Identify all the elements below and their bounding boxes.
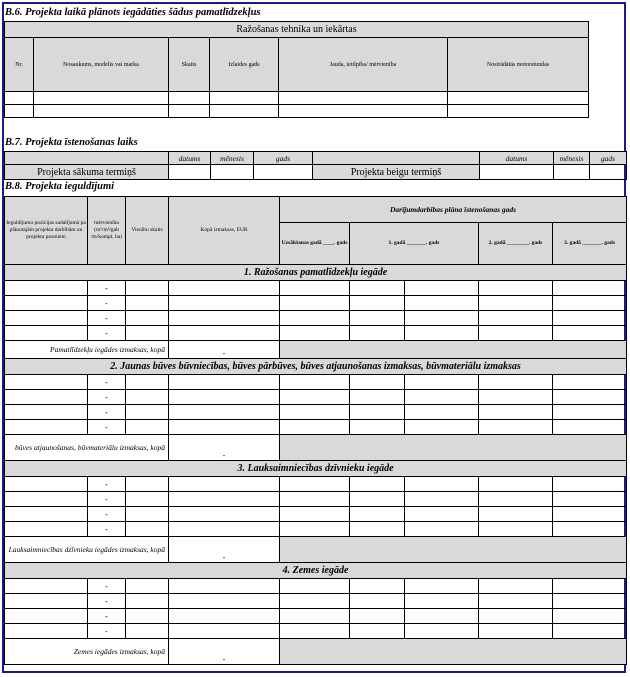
b8-section-total-label: Zemes iegādes izmaksas, kopā [5, 639, 169, 665]
b8-cell[interactable] [479, 405, 553, 420]
b8-cell[interactable] [350, 594, 405, 609]
b7-end-year-label: gads [590, 152, 627, 165]
b8-cell[interactable] [405, 609, 479, 624]
b8-unit-cell[interactable]: - [88, 624, 126, 639]
b8-cell[interactable] [553, 492, 627, 507]
b8-cell[interactable] [169, 296, 280, 311]
table-row [5, 507, 627, 522]
b8-cell[interactable] [405, 477, 479, 492]
b8-unit-cell[interactable]: - [88, 477, 126, 492]
b8-cell[interactable] [5, 594, 88, 609]
b8-cell[interactable] [350, 390, 405, 405]
b8-cell[interactable] [126, 281, 169, 296]
b8-cell[interactable] [280, 375, 350, 390]
b7-start-day[interactable] [169, 165, 211, 180]
b7-start-label: Projekta sākuma termiņš [5, 165, 169, 180]
b8-section-title: 1. Ražošanas pamatlīdzekļu iegāde [5, 265, 627, 281]
b8-cell[interactable] [126, 579, 169, 594]
b8-cell[interactable] [479, 311, 553, 326]
b7-end-year[interactable] [590, 165, 627, 180]
b7-start-year-label: gads [254, 152, 313, 165]
b8-cell[interactable] [405, 326, 479, 341]
b8-section-title: 4. Zemes iegāde [5, 563, 627, 579]
b8-unit-cell[interactable]: - [88, 420, 126, 435]
b6-cell[interactable] [169, 105, 210, 118]
b8-cell[interactable] [479, 594, 553, 609]
b8-cell[interactable] [479, 609, 553, 624]
b8-section-total-label: būves atjaunošanas, būvmateriālu izmaksas, kopā [5, 435, 169, 461]
b8-cell[interactable] [479, 624, 553, 639]
b8-unit-cell[interactable]: - [88, 405, 126, 420]
b8-section-total-label: Lauksaimniecības dzīvnieku iegādes izmaksas, kopā [5, 537, 169, 563]
b8-cell[interactable] [553, 420, 627, 435]
b6-cell[interactable] [5, 105, 34, 118]
b8-cell[interactable] [350, 492, 405, 507]
b8-cell[interactable] [350, 579, 405, 594]
b8-cell[interactable] [5, 492, 88, 507]
b8-cell[interactable] [350, 296, 405, 311]
b8-cell[interactable] [350, 507, 405, 522]
b8-cell[interactable] [280, 326, 350, 341]
b6-cell[interactable] [210, 105, 279, 118]
b8-cell[interactable] [280, 281, 350, 296]
b6-cell[interactable] [5, 92, 34, 105]
b8-section-total-value[interactable]: - [169, 435, 280, 461]
b8-cell[interactable] [553, 507, 627, 522]
b8-cell[interactable] [169, 492, 280, 507]
b8-unit-cell[interactable]: - [88, 311, 126, 326]
b8-cell[interactable] [405, 420, 479, 435]
b8-cell[interactable] [553, 594, 627, 609]
b8-section-title: 2. Jaunas būves būvniecības, būves pārbūves, būves atjaunošanas izmaksas, būvmateriālu izmaksas [5, 359, 627, 375]
b8-cell[interactable] [169, 594, 280, 609]
b8-cell[interactable] [405, 522, 479, 537]
b8-cell[interactable] [350, 477, 405, 492]
b8-cell[interactable] [126, 375, 169, 390]
b6-header-nr: Nr. [5, 38, 34, 92]
b8-cell[interactable] [5, 375, 88, 390]
b8-cell[interactable] [350, 375, 405, 390]
b8-section-title: 3. Lauksaimniecības dzīvnieku iegāde [5, 461, 627, 477]
b8-cell[interactable] [553, 522, 627, 537]
b8-cell[interactable] [126, 405, 169, 420]
b8-year-3: 3. gadā _______. gads [553, 223, 627, 265]
b8-cell[interactable] [280, 492, 350, 507]
b6-header-year: Izlaides gads [210, 38, 279, 92]
b8-cell[interactable] [169, 326, 280, 341]
b8-cell[interactable] [280, 624, 350, 639]
b6-cell[interactable] [34, 105, 169, 118]
b8-cell[interactable] [280, 311, 350, 326]
b8-cell[interactable] [169, 311, 280, 326]
b7-start-day-label: datums [169, 152, 211, 165]
b6-cell[interactable] [448, 105, 589, 118]
b6-band: Ražošanas tehnika un iekārtas [5, 22, 589, 38]
b8-cell[interactable] [553, 405, 627, 420]
b8-year-start: Uzsākšanas gadā ____. gads [280, 223, 350, 265]
table-row [5, 326, 627, 341]
b6-cell[interactable] [34, 92, 169, 105]
b8-cell[interactable] [479, 326, 553, 341]
b8-cell[interactable] [5, 507, 88, 522]
b8-cell[interactable] [169, 390, 280, 405]
b8-cell[interactable] [169, 609, 280, 624]
b8-cell[interactable] [126, 609, 169, 624]
b8-cell[interactable] [553, 477, 627, 492]
b8-cell[interactable] [5, 326, 88, 341]
b8-cell[interactable] [5, 522, 88, 537]
b8-cell[interactable] [479, 477, 553, 492]
b8-cell[interactable] [479, 296, 553, 311]
b8-unit-cell[interactable]: - [88, 609, 126, 624]
table-row [5, 579, 627, 594]
table-row [5, 405, 627, 420]
b7-end-month-label: mēnesis [554, 152, 590, 165]
b8-cell[interactable] [5, 296, 88, 311]
table-row [5, 390, 627, 405]
b8-cell[interactable] [169, 420, 280, 435]
b8-unit-cell[interactable]: - [88, 579, 126, 594]
b7-end-day[interactable] [480, 165, 554, 180]
b6-header-name: Nosaukums, modelis vai marka [34, 38, 169, 92]
b8-cell[interactable] [479, 281, 553, 296]
b6-cell[interactable] [279, 105, 448, 118]
b8-cell[interactable] [553, 624, 627, 639]
b6-header-count: Skaits [169, 38, 210, 92]
b8-cell[interactable] [126, 326, 169, 341]
b8-cell[interactable] [350, 624, 405, 639]
b8-cell[interactable] [553, 281, 627, 296]
b8-cell[interactable] [280, 420, 350, 435]
table-row [5, 420, 627, 435]
b8-cell[interactable] [126, 477, 169, 492]
b8-cell[interactable] [126, 390, 169, 405]
b8-cell[interactable] [405, 375, 479, 390]
b8-cell[interactable] [5, 311, 88, 326]
b8-cell[interactable] [479, 390, 553, 405]
b8-cell[interactable] [126, 492, 169, 507]
b8-title: B.8. Projekta ieguldījumi [5, 181, 115, 192]
b8-header-unit: mērvienība (m²/m³/gab /m/kompl, ha) [88, 197, 126, 265]
b8-cell[interactable] [280, 390, 350, 405]
b8-unit-cell[interactable]: - [88, 296, 126, 311]
b8-cell[interactable] [479, 507, 553, 522]
b7-end-label: Projekta beigu termiņš [313, 165, 480, 180]
table-row [5, 522, 627, 537]
b6-cell[interactable] [210, 92, 279, 105]
b8-cell[interactable] [405, 311, 479, 326]
b8-cell[interactable] [169, 405, 280, 420]
b8-year-1: 1. gadā _______. gads [350, 223, 479, 265]
b7-start-month[interactable] [211, 165, 254, 180]
b8-section-total-filler [280, 341, 627, 359]
b8-cell[interactable] [350, 405, 405, 420]
b8-cell[interactable] [479, 420, 553, 435]
b8-section-total-value[interactable]: - [169, 341, 280, 359]
b8-section-total-value[interactable]: - [169, 537, 280, 563]
b8-section-total-value[interactable]: - [169, 639, 280, 665]
b8-cell[interactable] [280, 296, 350, 311]
b8-cell[interactable] [405, 281, 479, 296]
b8-cell[interactable] [479, 579, 553, 594]
b8-cell[interactable] [5, 477, 88, 492]
b7-start-month-label: mēnesis [211, 152, 254, 165]
b8-cell[interactable] [5, 624, 88, 639]
b6-table [4, 21, 589, 118]
b8-cell[interactable] [5, 405, 88, 420]
b8-cell[interactable] [126, 311, 169, 326]
table-row [5, 594, 627, 609]
b8-cell[interactable] [5, 579, 88, 594]
b7-end-month[interactable] [554, 165, 590, 180]
b8-cell[interactable] [5, 390, 88, 405]
table-row [5, 281, 627, 296]
b8-header-years: Darījumdarbības plāna īstenošanas gads [280, 197, 627, 223]
b8-unit-cell[interactable]: - [88, 281, 126, 296]
b8-table [4, 196, 627, 665]
b6-cell[interactable] [279, 92, 448, 105]
b6-header-hours: Nostrādātās motorstundas [448, 38, 589, 92]
b8-cell[interactable] [280, 579, 350, 594]
b8-cell[interactable] [280, 507, 350, 522]
table-row [5, 296, 627, 311]
b8-cell[interactable] [479, 492, 553, 507]
b8-section-total-filler [280, 639, 627, 665]
b8-cell[interactable] [5, 420, 88, 435]
b8-cell[interactable] [350, 420, 405, 435]
b7-start-year[interactable] [254, 165, 313, 180]
b8-cell[interactable] [350, 522, 405, 537]
table-row [5, 624, 627, 639]
b8-cell[interactable] [553, 579, 627, 594]
b8-cell[interactable] [126, 522, 169, 537]
table-row [5, 375, 627, 390]
b8-cell[interactable] [280, 405, 350, 420]
b8-cell[interactable] [405, 390, 479, 405]
b8-cell[interactable] [280, 477, 350, 492]
b8-cell[interactable] [405, 405, 479, 420]
table-row [5, 477, 627, 492]
b8-unit-cell[interactable]: - [88, 375, 126, 390]
b8-cell[interactable] [126, 624, 169, 639]
b8-cell[interactable] [405, 624, 479, 639]
b6-cell[interactable] [169, 92, 210, 105]
b8-cell[interactable] [405, 507, 479, 522]
b8-cell[interactable] [553, 375, 627, 390]
b8-cell[interactable] [280, 594, 350, 609]
b8-section-total-label: Pamatlīdzekļu iegādes izmaksas, kopā [5, 341, 169, 359]
b8-unit-cell[interactable]: - [88, 594, 126, 609]
b6-header-power: Jauda, ietilpība/ mērvienība [279, 38, 448, 92]
b8-unit-cell[interactable]: - [88, 326, 126, 341]
b8-cell[interactable] [553, 390, 627, 405]
b8-unit-cell[interactable]: - [88, 390, 126, 405]
b8-cell[interactable] [126, 507, 169, 522]
b8-cell[interactable] [553, 311, 627, 326]
b6-title: B.6. Projekta laikā plānots iegādāties šādus pamatlīdzekļus [5, 7, 261, 18]
b8-unit-cell[interactable]: - [88, 492, 126, 507]
b8-cell[interactable] [405, 492, 479, 507]
b8-cell[interactable] [169, 507, 280, 522]
b7-end-day-label: datums [480, 152, 554, 165]
b8-cell[interactable] [169, 375, 280, 390]
b6-cell[interactable] [448, 92, 589, 105]
b8-cell[interactable] [405, 296, 479, 311]
b8-cell[interactable] [405, 594, 479, 609]
b8-cell[interactable] [169, 624, 280, 639]
b8-cell[interactable] [169, 477, 280, 492]
b8-cell[interactable] [350, 281, 405, 296]
b8-section-total-filler [280, 537, 627, 563]
b8-year-2: 2. gadā ________. gads [479, 223, 553, 265]
b8-cell[interactable] [280, 609, 350, 624]
b8-cell[interactable] [169, 579, 280, 594]
b8-cell[interactable] [126, 420, 169, 435]
b8-cell[interactable] [350, 609, 405, 624]
table-row [5, 492, 627, 507]
table-row [5, 311, 627, 326]
b8-cell[interactable] [5, 609, 88, 624]
b8-cell[interactable] [169, 522, 280, 537]
b8-cell[interactable] [405, 579, 479, 594]
b8-cell[interactable] [350, 311, 405, 326]
b8-cell[interactable] [280, 522, 350, 537]
b7-table [4, 151, 627, 180]
b8-header-position: Ieguldījumu pozīcijas sadalījumā pa plānotajām projekta darbībām un projekta posmiem [5, 197, 88, 265]
b8-header-total: Kopā izmaksas, EUR [169, 197, 280, 265]
b8-cell[interactable] [553, 609, 627, 624]
b8-cell[interactable] [5, 281, 88, 296]
b8-cell[interactable] [479, 375, 553, 390]
b8-cell[interactable] [479, 522, 553, 537]
b8-unit-cell[interactable]: - [88, 507, 126, 522]
b8-header-count: Vienību skaits [126, 197, 169, 265]
b8-cell[interactable] [126, 594, 169, 609]
b8-cell[interactable] [350, 326, 405, 341]
b8-cell[interactable] [126, 296, 169, 311]
b7-title: B.7. Projekta īstenošanas laiks [5, 137, 138, 148]
b8-cell[interactable] [553, 296, 627, 311]
b8-cell[interactable] [169, 281, 280, 296]
table-row [5, 609, 627, 624]
b8-cell[interactable] [553, 326, 627, 341]
b8-section-total-filler [280, 435, 627, 461]
b8-unit-cell[interactable]: - [88, 522, 126, 537]
